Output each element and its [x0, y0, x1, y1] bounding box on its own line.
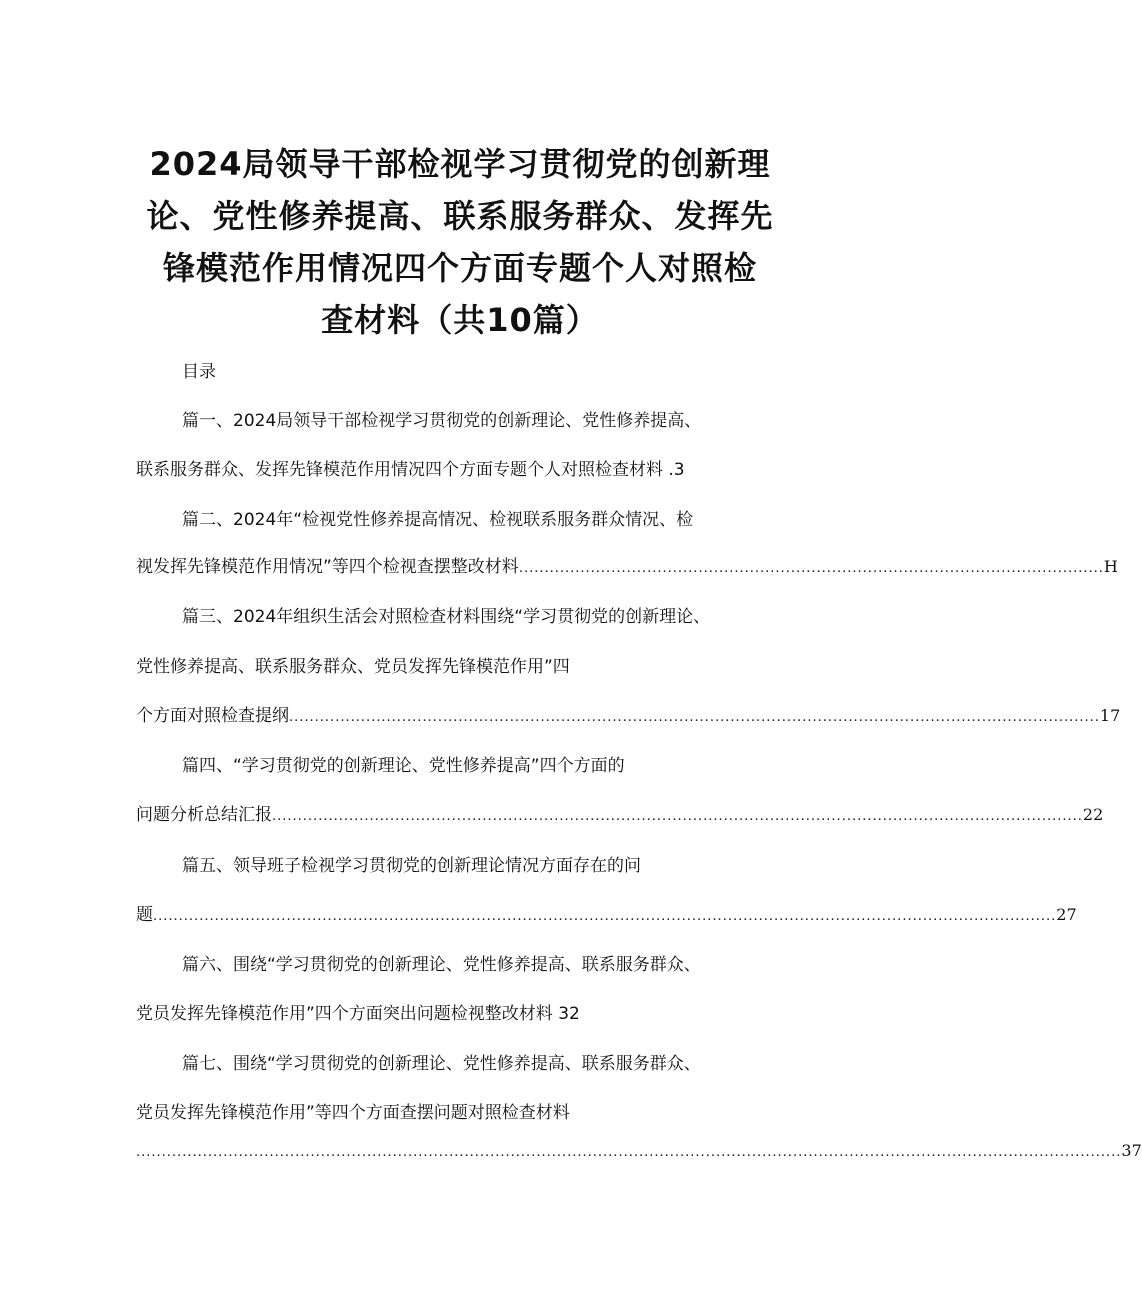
toc-entry-2-page: H [1103, 557, 1118, 576]
toc-entry-4-line-2[interactable] [136, 803, 1104, 829]
toc-entry-1-line-1[interactable]: 篇一、2024局领导干部检视学习贯彻党的创新理论、党性修养提高、 [182, 411, 702, 431]
toc-label: 目录 [182, 362, 216, 382]
toc-entry-5-text: 题 [136, 905, 153, 925]
toc-entry-5-line-1[interactable]: 篇五、领导班子检视学习贯彻党的创新理论情况方面存在的问 [182, 856, 641, 876]
document-title [0, 138, 920, 346]
toc-entry-4-page: 22 [1082, 805, 1104, 824]
toc-entry-3-line-2[interactable]: 党性修养提高、联系服务群众、党员发挥先锋模范作用”四 [136, 657, 570, 677]
dot-leader: .................................................................................................................. [518, 561, 1104, 576]
toc-entry-7-page: 37 [1121, 1141, 1142, 1160]
toc-entry-1-line-2[interactable]: 联系服务群众、发挥先锋模范作用情况四个方面专题个人对照检查材料 .3 [136, 460, 685, 480]
toc-entry-6-line-2[interactable]: 党员发挥先锋模范作用”四个方面突出问题检视整改材料 32 [136, 1004, 580, 1024]
toc-entry-5-line-2[interactable] [136, 903, 1077, 929]
toc-entry-4-text: 问题分析总结汇报 [136, 805, 272, 825]
toc-entry-6-line-1[interactable]: 篇六、围绕“学习贯彻党的创新理论、党性修养提高、联系服务群众、 [182, 955, 701, 975]
toc-entry-5-page: 27 [1056, 905, 1077, 924]
toc-entry-3-page: 17 [1099, 706, 1121, 725]
toc-entry-7-line-3[interactable] [136, 1139, 1142, 1165]
toc-entry-3-text: 个方面对照检查提纲 [136, 706, 289, 726]
toc-entry-3-line-3[interactable] [136, 704, 1121, 730]
title-line-2: 论、党性修养提高、联系服务群众、发挥先 [146, 197, 774, 235]
toc-entry-3-line-1[interactable]: 篇三、2024年组织生活会对照检查材料围绕“学习贯彻党的创新理论、 [182, 607, 711, 627]
title-line-4: 查材料（共10篇） [321, 301, 599, 339]
toc-entry-2-text: 视发挥先锋模范作用情况”等四个检视查摆整改材料 [136, 557, 519, 577]
title-line-1: 2024局领导干部检视学习贯彻党的创新理 [149, 145, 771, 183]
toc-entry-4-line-1[interactable]: 篇四、“学习贯彻党的创新理论、党性修养提高”四个方面的 [182, 756, 625, 776]
toc-entry-7-line-2[interactable]: 党员发挥先锋模范作用”等四个方面查摆问题对照检查材料 [136, 1103, 570, 1123]
title-line-3: 锋模范作用情况四个方面专题个人对照检 [162, 249, 757, 287]
dot-leader: .............................................................................................................................................................. [272, 809, 1083, 824]
dot-leader: .............................................................................................................................................................. [289, 710, 1100, 725]
toc-entry-2-line-2[interactable] [136, 555, 1118, 581]
dot-leader: ................................................................................................................................................................................ [153, 909, 1057, 924]
toc-entry-2-line-1[interactable]: 篇二、2024年“检视党性修养提高情况、检视联系服务群众情况、检 [182, 510, 694, 530]
dot-leader: ................................................................................................................................................................................................ [136, 1145, 1122, 1160]
toc-entry-7-line-1[interactable]: 篇七、围绕“学习贯彻党的创新理论、党性修养提高、联系服务群众、 [182, 1054, 701, 1074]
